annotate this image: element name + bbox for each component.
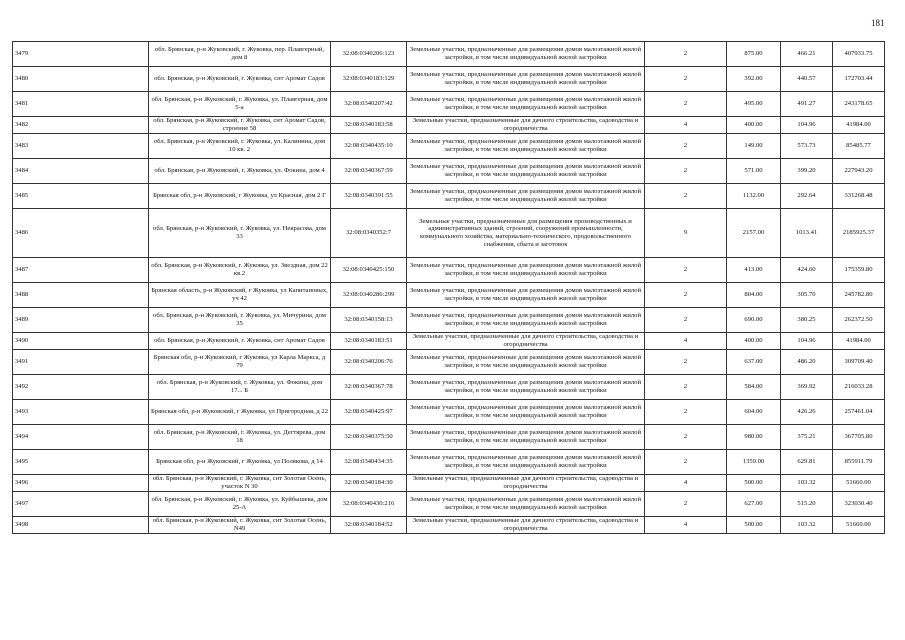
- cadastral-number-cell: 32:08:0340425:150: [331, 258, 407, 283]
- area-cell: 495.00: [727, 92, 781, 117]
- category-cell: 2: [645, 492, 727, 517]
- row-number: 3488: [13, 283, 149, 308]
- permitted-use-cell: Земельные участки, предназначенные для размещения домов малоэтажной жилой застройки, в том числе индивидуальной жилой застройки: [407, 159, 645, 184]
- category-cell: 2: [645, 92, 727, 117]
- row-number: 3489: [13, 308, 149, 333]
- specific-value-cell: 104.96: [781, 333, 833, 350]
- page-number: 181: [871, 18, 885, 28]
- table-row: [13, 258, 885, 283]
- category-cell: 2: [645, 425, 727, 450]
- cadastral-value-cell: 257461.04: [833, 400, 885, 425]
- address-cell: обл. Брянская, р-н Жуковский, г. Жуковка, ул. Фокина, дом 17... Б: [149, 375, 331, 400]
- cadastral-number-cell: 32:08:0340207:42: [331, 92, 407, 117]
- cadastral-number-cell: 32:08:0340352:7: [331, 209, 407, 258]
- area-cell: 400.00: [727, 333, 781, 350]
- address-cell: Брянская обл, р-н Жуковский, г Жуковка, ул Пригородная, д 22: [149, 400, 331, 425]
- cadastral-number-cell: 32:08:0340434:35: [331, 450, 407, 475]
- cadastral-value-cell: 85485.77: [833, 134, 885, 159]
- category-cell: 9: [645, 209, 727, 258]
- table-row: [13, 450, 885, 475]
- specific-value-cell: 104.96: [781, 117, 833, 134]
- cadastral-value-cell: 41984.00: [833, 117, 885, 134]
- specific-value-cell: 380.25: [781, 308, 833, 333]
- specific-value-cell: 491.27: [781, 92, 833, 117]
- cadastral-number-cell: 32:08:0340184:52: [331, 517, 407, 534]
- table-row: [13, 375, 885, 400]
- category-cell: 2: [645, 134, 727, 159]
- permitted-use-cell: Земельные участки, предназначенные для дачного строительства, садоводства и огородничества: [407, 475, 645, 492]
- category-cell: 2: [645, 283, 727, 308]
- area-cell: 400.00: [727, 117, 781, 134]
- table-row: [13, 517, 885, 534]
- cadastral-value-cell: 172703.44: [833, 67, 885, 92]
- address-cell: обл. Брянская, р-н Жуковский, г. Жуковка, ул. Фокина, дом 4: [149, 159, 331, 184]
- cadastral-value-cell: 309709.40: [833, 350, 885, 375]
- permitted-use-cell: Земельные участки, предназначенные для размещения производственных и административных зданий, строений, сооружений промышленности, коммунального хозяйства, материально-технического, продовольственного снабжения, сбыта и заготовок: [407, 209, 645, 258]
- specific-value-cell: 426.26: [781, 400, 833, 425]
- row-number: 3495: [13, 450, 149, 475]
- address-cell: обл. Брянская, р-н Жуковский, г. Жуковка, ул. Некрасова, дом 33: [149, 209, 331, 258]
- category-cell: 2: [645, 308, 727, 333]
- table-row: [13, 92, 885, 117]
- address-cell: обл. Брянская, р-н Жуковский, г. Жуковка, ул. Куйбышева, дом 25-А: [149, 492, 331, 517]
- category-cell: 2: [645, 67, 727, 92]
- area-cell: 413.00: [727, 258, 781, 283]
- address-cell: обл. Брянская, р-н Жуковский, г. Жуковка, снт Аромат Садов, строение 58: [149, 117, 331, 134]
- table-row: [13, 283, 885, 308]
- specific-value-cell: 369.92: [781, 375, 833, 400]
- row-number: 3492: [13, 375, 149, 400]
- address-cell: Брянская обл, р-н Жуковский, г Жуковка, ул Красная, дом 2 Г: [149, 184, 331, 209]
- cadastral-value-cell: 323030.40: [833, 492, 885, 517]
- table-row: [13, 42, 885, 67]
- table-row: [13, 117, 885, 134]
- cadastral-number-cell: 32:08:0340425:97: [331, 400, 407, 425]
- table-row: [13, 350, 885, 375]
- specific-value-cell: 424.60: [781, 258, 833, 283]
- specific-value-cell: 515.20: [781, 492, 833, 517]
- cadastral-number-cell: 32:08:0340391:55: [331, 184, 407, 209]
- address-cell: обл. Брянская, р-н Жуковский, г. Жуковка, пер. Плавгерный, дом 8: [149, 42, 331, 67]
- table-row: [13, 209, 885, 258]
- permitted-use-cell: Земельные участки, предназначенные для размещения домов малоэтажной жилой застройки, в том числе индивидуальной жилой застройки: [407, 184, 645, 209]
- table-body: [13, 42, 885, 534]
- permitted-use-cell: Земельные участки, предназначенные для размещения домов малоэтажной жилой застройки, в том числе индивидуальной жилой застройки: [407, 283, 645, 308]
- row-number: 3494: [13, 425, 149, 450]
- row-number: 3487: [13, 258, 149, 283]
- category-cell: 2: [645, 375, 727, 400]
- permitted-use-cell: Земельные участки, предназначенные для размещения домов малоэтажной жилой застройки, в том числе индивидуальной жилой застройки: [407, 492, 645, 517]
- address-cell: обл. Брянская, р-н Жуковский, г. Жуковка, снт Аромат Садов: [149, 67, 331, 92]
- cadastral-value-cell: 855911.79: [833, 450, 885, 475]
- permitted-use-cell: Земельные участки, предназначенные для размещения домов малоэтажной жилой застройки, в том числе индивидуальной жилой застройки: [407, 375, 645, 400]
- table-row: [13, 492, 885, 517]
- row-number: 3485: [13, 184, 149, 209]
- cadastral-number-cell: 32:08:0340206:123: [331, 42, 407, 67]
- land-registry-table: [12, 41, 885, 534]
- specific-value-cell: 629.81: [781, 450, 833, 475]
- address-cell: обл. Брянская, р-н Жуковский, г. Жуковка, ул. Мичурина, дом 35: [149, 308, 331, 333]
- address-cell: обл. Брянская, р-н Жуковский, г. Жуковка, ул. Звездная, дом 22 кв.2: [149, 258, 331, 283]
- specific-value-cell: 375.21: [781, 425, 833, 450]
- area-cell: 1359.00: [727, 450, 781, 475]
- table-row: [13, 308, 885, 333]
- area-cell: 2157.00: [727, 209, 781, 258]
- category-cell: 2: [645, 184, 727, 209]
- area-cell: 500.00: [727, 517, 781, 534]
- row-number: 3491: [13, 350, 149, 375]
- table-row: [13, 159, 885, 184]
- cadastral-value-cell: 41984.00: [833, 333, 885, 350]
- cadastral-value-cell: 262372.50: [833, 308, 885, 333]
- area-cell: 1132.00: [727, 184, 781, 209]
- cadastral-number-cell: 32:08:0340286:299: [331, 283, 407, 308]
- permitted-use-cell: Земельные участки, предназначенные для дачного строительства, садоводства и огородничества: [407, 333, 645, 350]
- area-cell: 637.00: [727, 350, 781, 375]
- row-number: 3484: [13, 159, 149, 184]
- category-cell: 2: [645, 159, 727, 184]
- area-cell: 804.00: [727, 283, 781, 308]
- row-number: 3493: [13, 400, 149, 425]
- row-number: 3480: [13, 67, 149, 92]
- category-cell: 4: [645, 475, 727, 492]
- area-cell: 584.00: [727, 375, 781, 400]
- area-cell: 980.00: [727, 425, 781, 450]
- permitted-use-cell: Земельные участки, предназначенные для размещения домов малоэтажной жилой застройки, в том числе индивидуальной жилой застройки: [407, 258, 645, 283]
- table-row: [13, 184, 885, 209]
- permitted-use-cell: Земельные участки, предназначенные для размещения домов малоэтажной жилой застройки, в том числе индивидуальной жилой застройки: [407, 308, 645, 333]
- area-cell: 875.00: [727, 42, 781, 67]
- cadastral-value-cell: 216033.28: [833, 375, 885, 400]
- category-cell: 2: [645, 450, 727, 475]
- row-number: 3483: [13, 134, 149, 159]
- category-cell: 2: [645, 258, 727, 283]
- category-cell: 2: [645, 42, 727, 67]
- area-cell: 627.00: [727, 492, 781, 517]
- table-row: [13, 425, 885, 450]
- category-cell: 4: [645, 517, 727, 534]
- permitted-use-cell: Земельные участки, предназначенные для размещения домов малоэтажной жилой застройки, в том числе индивидуальной жилой застройки: [407, 42, 645, 67]
- permitted-use-cell: Земельные участки, предназначенные для размещения домов малоэтажной жилой застройки, в том числе индивидуальной жилой застройки: [407, 425, 645, 450]
- row-number: 3496: [13, 475, 149, 492]
- specific-value-cell: 466.21: [781, 42, 833, 67]
- area-cell: 571.00: [727, 159, 781, 184]
- specific-value-cell: 399.20: [781, 159, 833, 184]
- address-cell: обл. Брянская, р-н Жуковский, г. Жуковка, ул. Дегтярева, дом 18: [149, 425, 331, 450]
- area-cell: 690.00: [727, 308, 781, 333]
- specific-value-cell: 1013.41: [781, 209, 833, 258]
- area-cell: 604.00: [727, 400, 781, 425]
- table-row: [13, 134, 885, 159]
- cadastral-number-cell: 32:08:0340435:10: [331, 134, 407, 159]
- specific-value-cell: 292.64: [781, 184, 833, 209]
- area-cell: 500.00: [727, 475, 781, 492]
- address-cell: обл. Брянская, р-н Жуковский, г. Жуковка, ул. Плавгерная, дом 5-а: [149, 92, 331, 117]
- permitted-use-cell: Земельные участки, предназначенные для размещения домов малоэтажной жилой застройки, в том числе индивидуальной жилой застройки: [407, 350, 645, 375]
- row-number: 3498: [13, 517, 149, 534]
- category-cell: 4: [645, 117, 727, 134]
- permitted-use-cell: Земельные участки, предназначенные для размещения домов малоэтажной жилой застройки, в том числе индивидуальной жилой застройки: [407, 400, 645, 425]
- table-row: [13, 333, 885, 350]
- address-cell: Брянская область, р-н Жуковский, г Жуковка, ул Капитановых, уч 42: [149, 283, 331, 308]
- address-cell: обл. Брянская, р-н Жуковский, г. Жуковка, снт Аромат Садов: [149, 333, 331, 350]
- permitted-use-cell: Земельные участки, предназначенные для дачного строительства, садоводства и огородничества: [407, 517, 645, 534]
- cadastral-number-cell: 32:08:0340375:50: [331, 425, 407, 450]
- specific-value-cell: 573.73: [781, 134, 833, 159]
- address-cell: Брянская обл, р-н Жуковский, г Жуковка, ул Полякова, д 14: [149, 450, 331, 475]
- cadastral-number-cell: 32:08:0340183:51: [331, 333, 407, 350]
- permitted-use-cell: Земельные участки, предназначенные для размещения домов малоэтажной жилой застройки, в том числе индивидуальной жилой застройки: [407, 450, 645, 475]
- specific-value-cell: 103.32: [781, 517, 833, 534]
- cadastral-number-cell: 32:08:0340183:58: [331, 117, 407, 134]
- row-number: 3481: [13, 92, 149, 117]
- permitted-use-cell: Земельные участки, предназначенные для размещения домов малоэтажной жилой застройки, в том числе индивидуальной жилой застройки: [407, 134, 645, 159]
- row-number: 3490: [13, 333, 149, 350]
- cadastral-value-cell: 2185925.37: [833, 209, 885, 258]
- specific-value-cell: 103.32: [781, 475, 833, 492]
- cadastral-value-cell: 243178.65: [833, 92, 885, 117]
- cadastral-number-cell: 32:08:0340367:78: [331, 375, 407, 400]
- category-cell: 2: [645, 350, 727, 375]
- specific-value-cell: 486.20: [781, 350, 833, 375]
- cadastral-number-cell: 32:08:0340158:13: [331, 308, 407, 333]
- specific-value-cell: 305.70: [781, 283, 833, 308]
- table-row: [13, 400, 885, 425]
- cadastral-value-cell: 175359.80: [833, 258, 885, 283]
- address-cell: обл. Брянская, р-н Жуковский, г. Жуковка, снт Золотая Осень, N49: [149, 517, 331, 534]
- permitted-use-cell: Земельные участки, предназначенные для дачного строительства, садоводства и огородничества: [407, 117, 645, 134]
- cadastral-value-cell: 407933.75: [833, 42, 885, 67]
- cadastral-number-cell: 32:08:0340430:216: [331, 492, 407, 517]
- address-cell: обл. Брянская, р-н Жуковский, г. Жуковка, снт Золотая Осень, участок N 30: [149, 475, 331, 492]
- cadastral-value-cell: 245782.80: [833, 283, 885, 308]
- row-number: 3482: [13, 117, 149, 134]
- area-cell: 392.00: [727, 67, 781, 92]
- area-cell: 149.00: [727, 134, 781, 159]
- category-cell: 2: [645, 400, 727, 425]
- cadastral-value-cell: 367705.80: [833, 425, 885, 450]
- category-cell: 4: [645, 333, 727, 350]
- cadastral-number-cell: 32:08:0340184:30: [331, 475, 407, 492]
- row-number: 3479: [13, 42, 149, 67]
- specific-value-cell: 440.57: [781, 67, 833, 92]
- address-cell: Брянская обл, р-н Жуковский, г Жуковка, ул Карла Маркса, д 79: [149, 350, 331, 375]
- permitted-use-cell: Земельные участки, предназначенные для размещения домов малоэтажной жилой застройки, в том числе индивидуальной жилой застройки: [407, 92, 645, 117]
- table-row: [13, 67, 885, 92]
- cadastral-value-cell: 51660.00: [833, 517, 885, 534]
- row-number: 3497: [13, 492, 149, 517]
- cadastral-number-cell: 32:08:0340183:129: [331, 67, 407, 92]
- cadastral-value-cell: 331268.48: [833, 184, 885, 209]
- cadastral-value-cell: 51660.00: [833, 475, 885, 492]
- table-row: [13, 475, 885, 492]
- cadastral-value-cell: 227943.20: [833, 159, 885, 184]
- row-number: 3486: [13, 209, 149, 258]
- address-cell: обл. Брянская, р-н Жуковский, г. Жуковка, ул. Калинина, дом 10 кв. 2: [149, 134, 331, 159]
- cadastral-number-cell: 32:08:0340206:76: [331, 350, 407, 375]
- cadastral-number-cell: 32:08:0340367:59: [331, 159, 407, 184]
- permitted-use-cell: Земельные участки, предназначенные для размещения домов малоэтажной жилой застройки, в том числе индивидуальной жилой застройки: [407, 67, 645, 92]
